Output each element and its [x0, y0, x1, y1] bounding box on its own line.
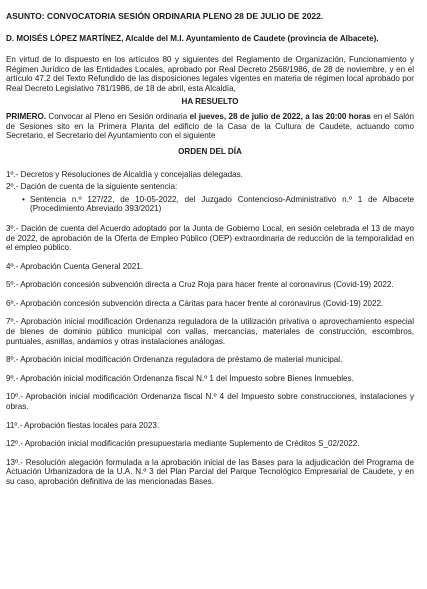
agenda-item-3: 3º.- Dación de cuenta del Acuerdo adoptado por la Junta de Gobierno Local, en sesión celebrada el 13 de mayo de 2022, de aprobación de la Oferta de Empleo Público (OEP) extraordinaria de reducción de la temporalidad en el empleo público.	[6, 223, 414, 253]
agenda-item-10: 10º.- Aprobación inicial modificación Ordenanza fiscal N.º 4 del Impuesto sobre construcciones, instalaciones y obras.	[6, 392, 414, 412]
agenda-item-12: 12º.- Aprobación inicial modificación presupuestaria mediante Suplemento de Créditos S_02/2022.	[6, 439, 360, 449]
intro-paragraph: En virtud de lo dispuesto en los artículos 80 y siguientes del Reglamento de Organización, Funcionamiento y Régimen Jurídico de las Entidades Locales, aprobado por Real Decreto 2568/1986, de 28 de noviembre, y en el artículo 47.2 del Texto Refundido de las disposiciones legales vigentes en materia de régimen local aprobado por Real Decreto Legislativo 781/1986, de 18 de abril, esta Alcaldía,	[6, 55, 414, 93]
sentence-entry	[6, 195, 414, 214]
primero-text-a: Convocar al Pleno en Sesión ordinaria	[46, 112, 190, 122]
agenda-item-11: 11º.- Aprobación fiestas locales para 2023.	[6, 420, 160, 430]
agenda-item-1: 1º.- Decretos y Resoluciones de Alcaldía y concejalías delegadas.	[6, 169, 243, 179]
agenda-item-4: 4º.- Aprobación Cuenta General 2021.	[6, 261, 144, 271]
primero-paragraph	[6, 112, 414, 141]
agenda-item-13: 13º.- Resolución alegación formulada a la aprobación inicial de las Bases para la adjudicación del Programa de Actuación Urbanizadora de la U.A. N.º 3 del Plan Parcial del Parque Tecnológico Empresarial de Caudete, y en su caso, aprobación definitiva de las mencionadas Bases.	[6, 457, 414, 486]
agenda-item-9: 9º.- Aprobación inicial modificación Ordenanza fiscal N.º 1 del Impuesto sobre Bienes Inmuebles.	[6, 373, 354, 383]
agenda-item-7: 7º.- Aprobación inicial modificación Ordenanza reguladora de la utilización privativa o aprovechamiento especial de bienes de dominio público municipal con vallas, mercancías, materiales de construcción, escombros, puntuales, asnillas, andamios y otras instalaciones análogas.	[6, 317, 414, 346]
primero-text-b: en el Salón de Sesiones sito en la Primera Planta del edificio de la Casa de la Cultura de Caudete, actuando como Secretario, el Secretario del Ayuntamiento con el siguiente	[6, 112, 415, 141]
sentence-text: Sentencia n.º 127/22, de 10-05-2022, del Juzgado Contencioso-Administrativo n.º 1 de Albacete (Procedimiento Abreviado 393/2021)	[30, 194, 414, 214]
agenda-item-5: 5º.- Aprobación concesión subvención directa a Cruz Roja para hacer frente al coronavirus (Covid-19) 2022.	[6, 280, 394, 290]
agenda-item-8: 8º.- Aprobación inicial modificación Ordenanza reguladora de préstamo de material municipal.	[6, 355, 343, 365]
orden-heading: ORDEN DEL DÍA	[178, 146, 242, 156]
resuelto-heading: HA RESUELTO	[181, 96, 239, 106]
mayor-heading: D. MOISÉS LÓPEZ MARTÍNEZ, Alcalde del M.I. Ayuntamiento de Caudete (provincia de Albacete).	[6, 33, 379, 43]
agenda-item-6: 6º.- Aprobación concesión subvención directa a Cáritas para hacer frente al coronavirus (Covid-19) 2022.	[6, 298, 384, 308]
agenda-item-2: 2º.- Dación de cuenta de la siguiente sentencia:	[6, 182, 178, 192]
subject-line: ASUNTO: CONVOCATORIA SESIÓN ORDINARIA PLENO 28 DE JULIO DE 2022.	[6, 11, 324, 21]
primero-date: el jueves, 28 de julio de 2022, a las 20:00 horas	[189, 112, 371, 122]
primero-label: PRIMERO.	[6, 112, 47, 122]
bullet-icon: •	[22, 194, 25, 204]
